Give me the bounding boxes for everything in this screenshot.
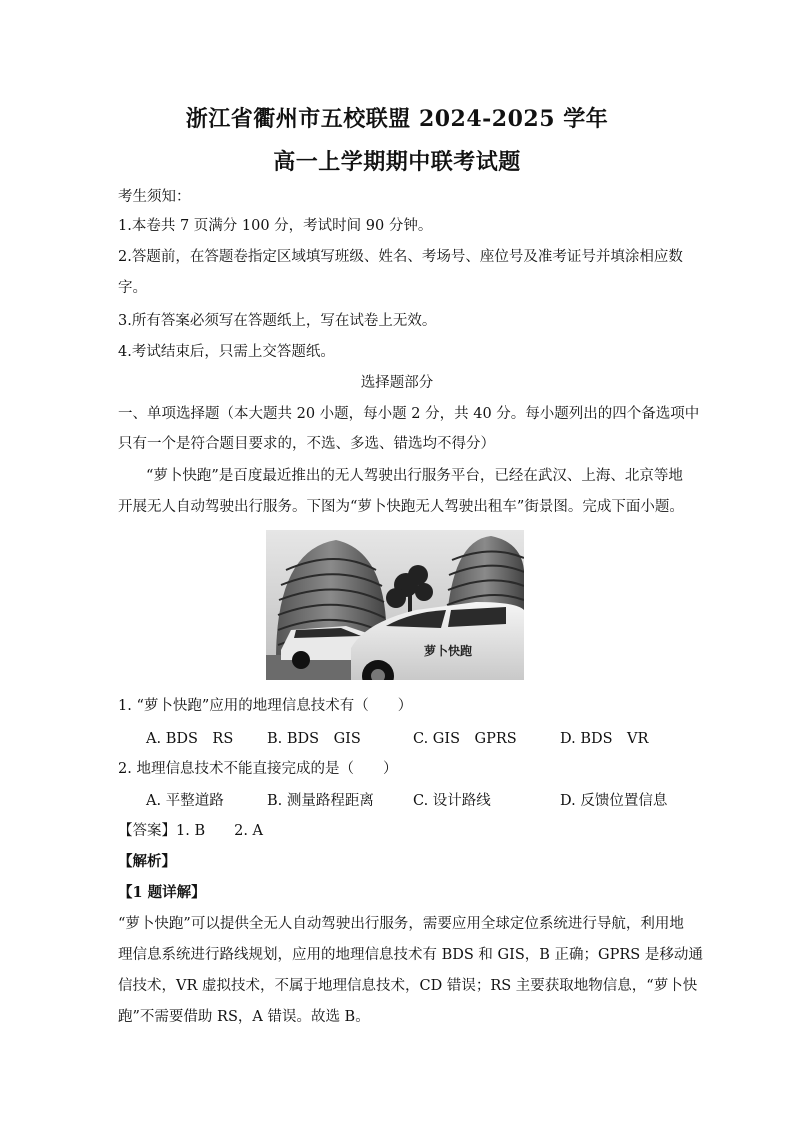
question-1-option-a: A. BDS RS xyxy=(146,731,234,747)
exam-title-line1: 浙江省衢州市五校联盟 2024-2025 学年 xyxy=(185,106,609,132)
passage-line2: 开展无人自动驾驶出行服务。下图为“萝卜快跑无人驾驶出租车”街景图。完成下面小题。 xyxy=(118,499,684,515)
question-1-option-d: D. BDS VR xyxy=(560,731,649,747)
notice-item-3: 3.所有答案必须写在答题纸上，写在试卷上无效。 xyxy=(118,313,437,329)
answer-label: 【答案】1. B 2. A xyxy=(118,823,264,839)
car-brand-text: 萝卜快跑 xyxy=(424,644,473,658)
notice-item-1: 1.本卷共 7 页满分 100 分，考试时间 90 分钟。 xyxy=(118,218,433,234)
passage-line1: “萝卜快跑”是百度最近推出的无人驾驶出行服务平台，已经在武汉、上海、北京等地 xyxy=(146,468,683,484)
detail-label: 【1 题详解】 xyxy=(118,884,206,901)
street-scene-photo xyxy=(266,530,524,680)
notice-heading: 考生须知： xyxy=(118,189,191,205)
notice-item-4: 4.考试结束后，只需上交答题纸。 xyxy=(118,344,335,360)
notice-item-2-line2: 字。 xyxy=(118,280,147,296)
section-instruction-line2: 只有一个是符合题目要求的，不选、多选、错选均不得分） xyxy=(118,436,495,452)
question-2-option-b: B. 测量路程距离 xyxy=(267,793,374,809)
question-1-option-b: B. BDS GIS xyxy=(267,731,361,747)
question-2-option-c: C. 设计路线 xyxy=(413,793,491,809)
section-title: 选择题部分 xyxy=(360,375,434,391)
analysis-label: 【解析】 xyxy=(118,853,176,870)
explanation-line1: “萝卜快跑”可以提供全无人自动驾驶出行服务，需要应用全球定位系统进行导航，利用地 xyxy=(118,916,684,932)
explanation-line4: 跑”不需要借助 RS，A 错误。故选 B。 xyxy=(118,1009,370,1025)
question-1-stem: 1. “萝卜快跑”应用的地理信息技术有（ ） xyxy=(118,698,413,714)
question-2-option-a: A. 平整道路 xyxy=(146,793,224,809)
question-2-stem: 2. 地理信息技术不能直接完成的是（ ） xyxy=(118,761,398,777)
section-instruction-line1: 一、单项选择题（本大题共 20 小题，每小题 2 分，共 40 分。每小题列出的四个备选项中 xyxy=(118,406,700,422)
explanation-line2: 理信息系统进行路线规划，应用的地理信息技术有 BDS 和 GIS，B 正确；GPRS 是移动通 xyxy=(118,947,703,963)
notice-item-2-line1: 2.答题前，在答题卷指定区域填写班级、姓名、考场号、座位号及准考证号并填涂相应数 xyxy=(118,249,683,265)
question-2-option-d: D. 反馈位置信息 xyxy=(560,793,668,809)
question-1-option-c: C. GIS GPRS xyxy=(413,731,517,747)
explanation-line3: 信技术，VR 虚拟技术，不属于地理信息技术，CD 错误；RS 主要获取地物信息，“萝卜快 xyxy=(118,978,698,994)
exam-title-line2: 高一上学期期中联考试题 xyxy=(273,149,521,175)
